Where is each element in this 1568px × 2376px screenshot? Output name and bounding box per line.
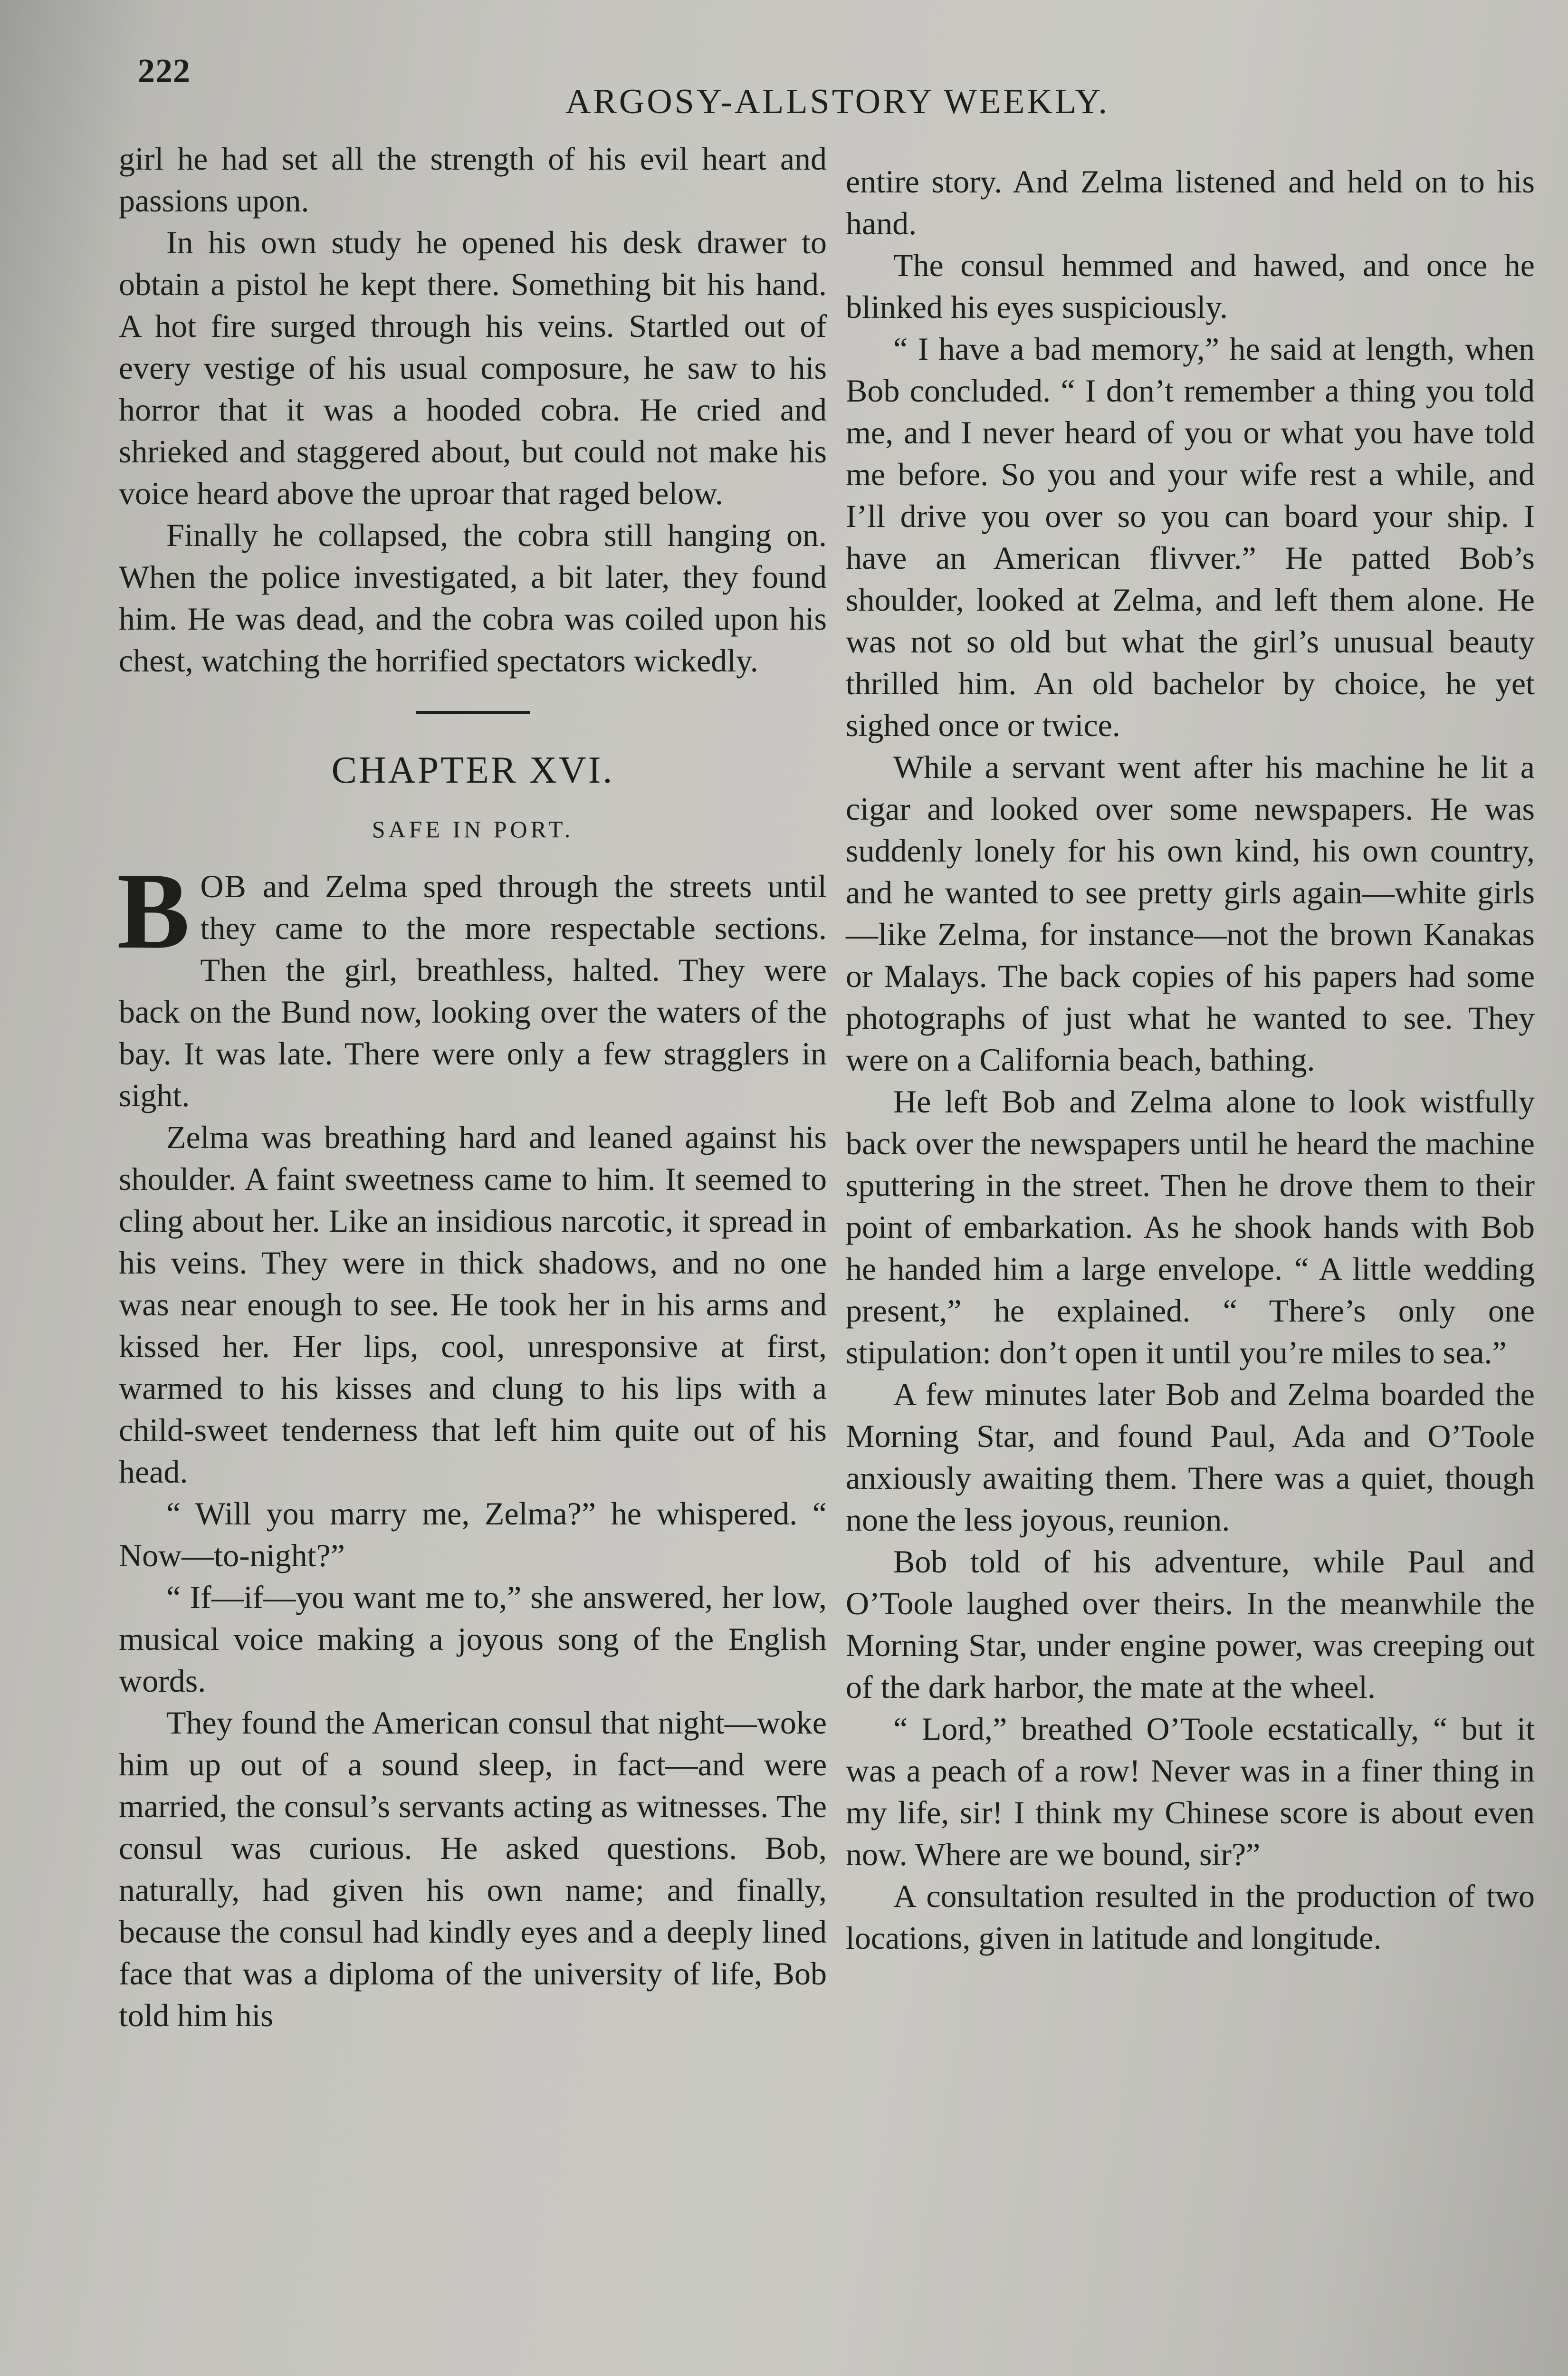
paragraph: A consultation resulted in the production of two locations, given in latitude and longitude. (846, 1878, 1535, 1956)
paragraph: In his own study he opened his desk drawer to obtain a pistol he kept there. Something bit his hand. A hot fire surged through his veins. Startled out of every vestige of his usual composure, he saw to his horror that it was a hooded cobra. He cried and shrieked and staggered about, but could not make his voice heard above the uproar that raged below. (119, 224, 827, 511)
paragraph: girl he had set all the strength of his evil heart and passions upon. (119, 141, 827, 219)
right-column (846, 161, 1535, 1959)
paragraph: Finally he collapsed, the cobra still hanging on. When the police investigated, a bit later, they found him. He was dead, and the cobra was coiled upon his chest, watching the horrified spectators wickedly. (119, 517, 827, 679)
opening-text: and Zelma sped through the streets until they came to the more respectable sections. Then the girl, breathless, halted. They were back on the Bund now, looking over the waters of the bay. It was late. There were only a few stragglers in sight. (119, 868, 827, 1113)
paragraph: “ Lord,” breathed O’Toole ecstatically, “ but it was a peach of a row! Never was in a finer thing in my life, sir! I think my Chinese score is about even now. Where are we bound, sir?” (846, 1711, 1535, 1872)
paragraph: He left Bob and Zelma alone to look wistfully back over the newspapers until he heard the machine sputtering in the street. Then he drove them to their point of embarkation. As he shook hands with Bob he handed him a large envelope. “ A little wedding present,” he explained. “ There’s only one stipulation: don’t open it until you’re miles to sea.” (846, 1083, 1535, 1370)
running-title: ARGOSY-ALLSTORY WEEKLY. (565, 82, 1110, 121)
paragraph: The consul hemmed and hawed, and once he blinked his eyes suspiciously. (846, 247, 1535, 325)
paragraph: Zelma was breathing hard and leaned against his shoulder. A faint sweetness came to him. It seemed to cling about her. Like an insidious narcotic, it spread in his veins. They were in thick shadows, and no one was near enough to see. He took her in his arms and kissed her. Her lips, cool, unresponsive at first, warmed to his kisses and clung to his lips with a child-sweet tenderness that left him quite out of his head. (119, 1119, 827, 1490)
paragraph: A few minutes later Bob and Zelma boarded the Morning Star, and found Paul, Ada and O’Toole anxiously awaiting them. There was a quiet, though none the less joyous, reunion. (846, 1376, 1535, 1538)
paragraph: They found the American consul that night—woke him up out of a sound sleep, in fact—and were married, the consul’s servants acting as witnesses. The consul was curious. He asked questions. Bob, naturally, had given his own name; and finally, because the consul had kindly eyes and a deeply lined face that was a diploma of the university of life, Bob told him his (119, 1705, 827, 2033)
chapter-opening-paragraph (117, 850, 827, 1116)
paragraph: “ If—if—you want me to,” she answered, her low, musical voice making a joyous song of the English words. (119, 1579, 827, 1699)
paragraph: entire story. And Zelma listened and held on to his hand. (846, 163, 1535, 241)
page-number: 222 (138, 52, 191, 90)
left-column (119, 138, 827, 2036)
chapter-title: CHAPTER XVI. (331, 749, 614, 791)
paragraph: “ I have a bad memory,” he said at length, when Bob concluded. “ I don’t remember a thing you told me, and I never heard of you or what you have told me before. So you and your wife rest a while, and I’ll drive you over so you can board your ship. I have an American flivver.” He patted Bob’s shoulder, looked at Zelma, and left them alone. He was not so old but what the girl’s unusual beauty thrilled him. An old bachelor by choice, he yet sighed once or twice. (846, 331, 1535, 743)
opening-smallcaps: OB (200, 868, 247, 904)
paragraph: While a servant went after his machine he lit a cigar and looked over some newspapers. He was suddenly lonely for his own kind, his own country, and he wanted to see pretty girls again—white girls—like Zelma, for instance—not the brown Kanakas or Malays. The back copies of his papers had some photographs of just what he wanted to see. They were on a California beach, bathing. (846, 749, 1535, 1078)
paragraph: Bob told of his adventure, while Paul and O’Toole laughed over theirs. In the meanwhile the Morning Star, under engine power, was creeping out of the dark harbor, the mate at the wheel. (846, 1543, 1535, 1705)
paragraph: “ Will you marry me, Zelma?” he whispered. “ Now—to-night?” (119, 1495, 827, 1573)
section-divider (416, 711, 530, 714)
drop-cap: B (117, 850, 190, 971)
chapter-subtitle: SAFE IN PORT. (372, 816, 574, 843)
